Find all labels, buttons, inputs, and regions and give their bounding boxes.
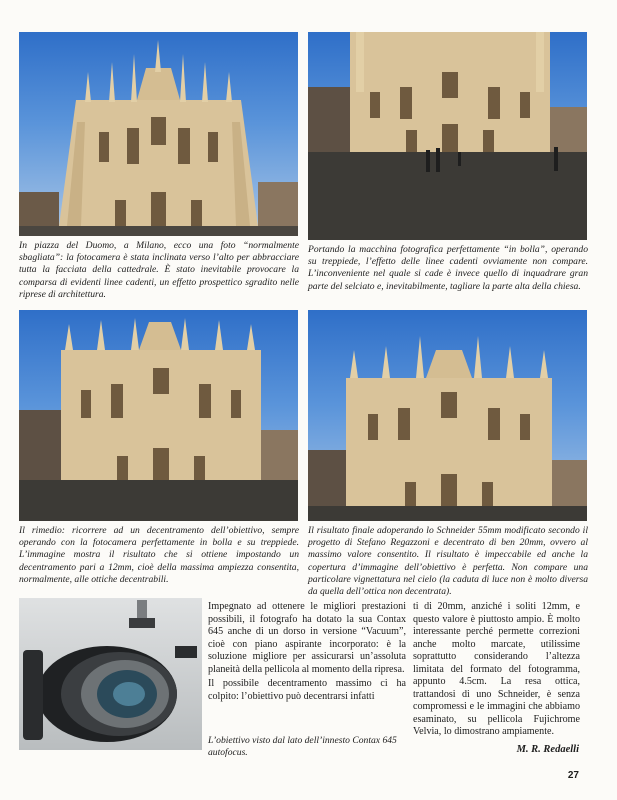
caption-lens: L’obiettivo visto dal lato dell’innesto Contax 645 autofocus. <box>208 735 397 759</box>
author-signature: M. R. Redaelli <box>516 744 579 755</box>
photo-level-camera <box>308 32 587 240</box>
photo-tilted-camera <box>19 32 298 236</box>
article-paragraph-2: Il possibile decentramento massimo ci ha colpito: l’obiettivo può decentrarsi infatti <box>208 678 406 702</box>
article-column-2 <box>413 601 580 741</box>
photo-12mm-shift <box>19 310 298 521</box>
cathedral-facade-icon <box>19 32 298 236</box>
lens-icon <box>19 598 202 750</box>
page-number: 27 <box>567 770 579 781</box>
photo-20mm-shift <box>308 310 587 521</box>
article-paragraph-1: Impegnato ad ottenere le migliori prestazioni possibili, il fotografo ha dotato la sua Contax 645 anche di un dorso in versione “Vacuum”, cioè con piano aspirante incorporato: è la soluzione migliore per assicurarsi un’assoluta planeità della pellicola al momento della ripresa. <box>208 601 406 675</box>
caption-12mm-shift: Il rimedio: ricorrere ad un decentramento dell’obiettivo, sempre operando con la fotocamera perfettamente in bolla e su treppiede. L’immagine mostra il risultato che si ottiene impostando un decentramento pari a 12mm, cioè della massima ampiezza consentita, normalmente, alle ottiche decentrabili. <box>19 525 299 585</box>
cathedral-facade-icon <box>308 310 587 521</box>
caption-level-camera: Portando la macchina fotografica perfettamente “in bolla”, operando su treppiede, l’effetto delle linee cadenti ovviamente non compare. L’inconveniente nel quale si cade è invece quello di inquadrare gran parte del selciato e, inevitabilmente, tagliare la parte alta della chiesa. <box>308 244 588 292</box>
caption-20mm-shift: Il risultato finale adoperando lo Schneider 55mm modificato secondo il progetto di Stefano Regazzoni e decentrato di ben 20mm, ovvero al massimo valore consentito. Il risultato è impeccabile ed anche la copertura d’immagine dell’obiettivo è perfetta. Non compare una particolare vignettatura nel cielo (la caduta di luce non è molto diversa da quella dell’ottica non decentrata). <box>308 525 588 598</box>
cathedral-facade-icon <box>308 32 587 240</box>
lens-photo <box>19 598 202 750</box>
caption-tilted-camera: In piazza del Duomo, a Milano, ecco una foto “normalmente sbagliata”: la fotocamera è stata inclinata verso l’alto per abbracciare tutta la facciata della cattedrale. È stato inevitabile provocare la comparsa di evidenti linee cadenti, un effetto prospettico sgradito nelle riprese di architettura. <box>19 240 299 300</box>
article-column-1 <box>208 601 406 705</box>
article-paragraph-3: ti di 20mm, anziché i soliti 12mm, e questo valore è piuttosto ampio. È molto interessante perché permette correzioni anche molto marcate, utilissime soprattutto considerando l’altezza limitata del formato del fotogramma, appunto 4.5cm. La resa ottica, trattandosi di uno Schneider, è senza compromessi e le immagini che abbiamo esaminato, su pellicola Fujichrome Velvia, lo dimostrano ampiamente. <box>413 601 580 737</box>
cathedral-facade-icon <box>19 310 298 521</box>
